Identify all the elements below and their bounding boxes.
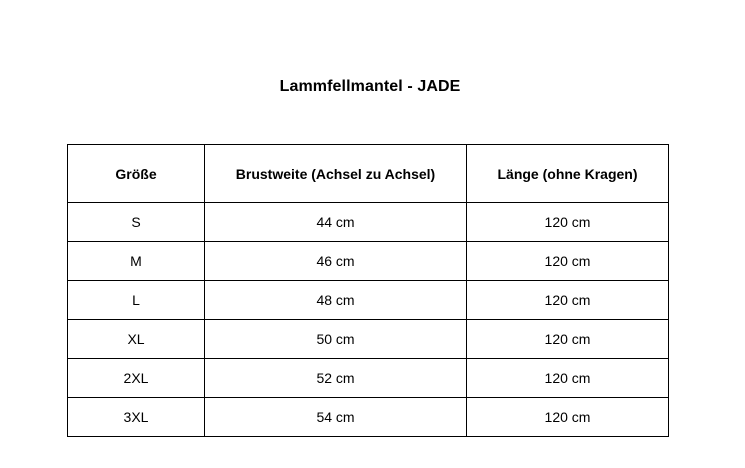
cell-length: 120 cm xyxy=(467,359,669,398)
cell-chest-width: 48 cm xyxy=(205,281,467,320)
header-size: Größe xyxy=(68,145,205,203)
cell-chest-width: 52 cm xyxy=(205,359,467,398)
table-header-row xyxy=(68,145,669,203)
cell-chest-width: 54 cm xyxy=(205,398,467,437)
cell-size: 2XL xyxy=(68,359,205,398)
cell-size: M xyxy=(68,242,205,281)
table-row xyxy=(68,398,669,437)
cell-size: L xyxy=(68,281,205,320)
page-title: Lammfellmantel - JADE xyxy=(279,78,461,95)
table-row xyxy=(68,242,669,281)
header-length: Länge (ohne Kragen) xyxy=(467,145,669,203)
table-row xyxy=(68,203,669,242)
cell-length: 120 cm xyxy=(467,242,669,281)
cell-length: 120 cm xyxy=(467,281,669,320)
cell-length: 120 cm xyxy=(467,203,669,242)
table-row xyxy=(68,281,669,320)
cell-size: 3XL xyxy=(68,398,205,437)
cell-chest-width: 44 cm xyxy=(205,203,467,242)
size-table xyxy=(67,144,669,437)
cell-chest-width: 46 cm xyxy=(205,242,467,281)
table-row xyxy=(68,320,669,359)
table-row xyxy=(68,359,669,398)
header-chest-width: Brustweite (Achsel zu Achsel) xyxy=(205,145,467,203)
cell-length: 120 cm xyxy=(467,320,669,359)
cell-size: XL xyxy=(68,320,205,359)
cell-length: 120 cm xyxy=(467,398,669,437)
cell-size: S xyxy=(68,203,205,242)
cell-chest-width: 50 cm xyxy=(205,320,467,359)
